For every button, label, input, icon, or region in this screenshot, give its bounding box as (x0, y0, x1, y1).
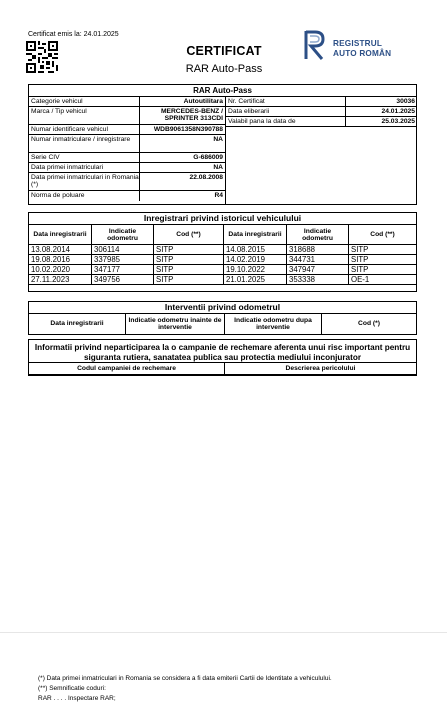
vehicle-label: Numar identificare vehicul (31, 125, 108, 133)
vehicle-value: MERCEDES-BENZ / SPRINTER 313CDI (139, 107, 225, 124)
page-title: CERTIFICAT (186, 44, 262, 58)
column-header: Data inregistrarii (29, 314, 126, 335)
vehicle-value: NA (139, 135, 225, 152)
table-row (29, 275, 417, 285)
table-cell: 21.01.2025 (224, 275, 287, 285)
table-cell: 10.02.2020 (29, 265, 92, 275)
column-header: Indicatie odometru inainte de interventie (126, 314, 225, 335)
footnote-registration: (*) Data primei inmatriculari in Romania se considera a fi data emiterii Cartii de Identitate a vehiculului. (38, 675, 332, 682)
table-cell: 14.08.2015 (224, 245, 287, 255)
footer-divider (0, 632, 447, 633)
cert-label: Valabil pana la data de (226, 117, 346, 126)
table-cell: 347947 (287, 265, 349, 275)
column-header: Cod (**) (349, 225, 417, 245)
cert-value: 24.01.2025 (381, 108, 415, 115)
vehicle-value: R4 (139, 191, 225, 201)
vehicle-label: Norma de poluare (31, 191, 85, 199)
vehicle-value: NA (139, 163, 225, 172)
vehicle-value: WDB9061358N390788 (139, 125, 225, 134)
vehicle-section (28, 84, 417, 205)
table-cell: OE-1 (349, 275, 417, 285)
vehicle-label: Marca / Tip vehicul (31, 107, 87, 115)
vehicle-label: Categorie vehicul (31, 97, 83, 105)
page-subtitle: RAR Auto-Pass (185, 63, 263, 75)
column-header: Codul campaniei de rechemare (29, 363, 225, 375)
column-header: Cod (**) (154, 225, 224, 245)
vehicle-value: G-686009 (139, 153, 225, 162)
recall-info: Informatii privind neparticiparea la o campanie de rechemare aferenta unui risc important pentru siguranta rutiera, sanatatea publica sau protectia mediului inconjurator (34, 343, 411, 362)
rar-logo-icon (303, 29, 329, 61)
column-header: Indicatie odometru (92, 225, 154, 245)
table-cell: 14.02.2019 (224, 255, 287, 265)
vehicle-details (29, 97, 225, 201)
table-row (29, 255, 417, 265)
table-cell: 13.08.2014 (29, 245, 92, 255)
certificate-details (225, 97, 417, 204)
logo-line1: REGISTRUL (333, 39, 383, 48)
column-header: Data inregistrarii (224, 225, 287, 245)
vehicle-value: 22.08.2008 (139, 173, 225, 190)
table-cell: 347177 (92, 265, 154, 275)
table-cell: 337985 (92, 255, 154, 265)
table-cell: 27.11.2023 (29, 275, 92, 285)
recall-table (28, 362, 417, 375)
table-cell: SITP (154, 265, 224, 275)
table-cell: 306114 (92, 245, 154, 255)
vehicle-label: Data primei inmatriculari in Romania (*) (31, 173, 139, 188)
footnote-rar: RAR . . . . Inspectare RAR; (38, 695, 116, 702)
table-cell: 353338 (287, 275, 349, 285)
column-header: Indicatie odometru dupa interventie (225, 314, 322, 335)
rar-logo (303, 29, 403, 61)
table-cell: SITP (349, 255, 417, 265)
vehicle-value: Autoutilitara (139, 97, 225, 106)
table-cell: 318688 (287, 245, 349, 255)
cert-label: Data eliberarii (226, 107, 346, 116)
table-cell: 19.10.2022 (224, 265, 287, 275)
registrations-table (28, 224, 417, 285)
logo-line2: AUTO ROMÂN (333, 49, 392, 58)
table-row (29, 245, 417, 255)
column-header: Cod (*) (322, 314, 417, 335)
registrations-header: Inregistrari privind istoricul vehiculului (29, 213, 416, 225)
odometer-table (28, 313, 417, 335)
vehicle-label: Serie CIV (31, 153, 60, 161)
registrations-section (28, 212, 417, 292)
table-row (29, 265, 417, 275)
table-cell: SITP (154, 275, 224, 285)
table-cell: SITP (154, 245, 224, 255)
table-cell: 19.08.2016 (29, 255, 92, 265)
column-header: Data inregistrarii (29, 225, 92, 245)
recall-section (28, 339, 417, 376)
column-header: Descrierea pericolului (225, 363, 417, 375)
vehicle-label: Numar inmatriculare / inregistrare (31, 135, 131, 143)
footnote-codes: (**) Semnificatie coduri: (38, 685, 106, 692)
cert-label: Nr. Certificat (226, 97, 346, 106)
qr-code (26, 41, 58, 73)
table-cell: SITP (154, 255, 224, 265)
vehicle-header: RAR Auto-Pass (29, 85, 416, 97)
odometer-section (28, 301, 417, 335)
odometer-header: Interventii privind odometrul (29, 302, 416, 314)
table-cell: SITP (349, 245, 417, 255)
vehicle-label: Data primei inmatriculari (31, 163, 104, 171)
issue-date: Certificat emis la: 24.01.2025 (28, 31, 119, 38)
table-cell: 344731 (287, 255, 349, 265)
table-cell: SITP (349, 265, 417, 275)
column-header: Indicatie odometru (287, 225, 349, 245)
cert-value: 25.03.2025 (381, 118, 415, 125)
table-cell: 349756 (92, 275, 154, 285)
cert-value: 30036 (396, 98, 415, 105)
